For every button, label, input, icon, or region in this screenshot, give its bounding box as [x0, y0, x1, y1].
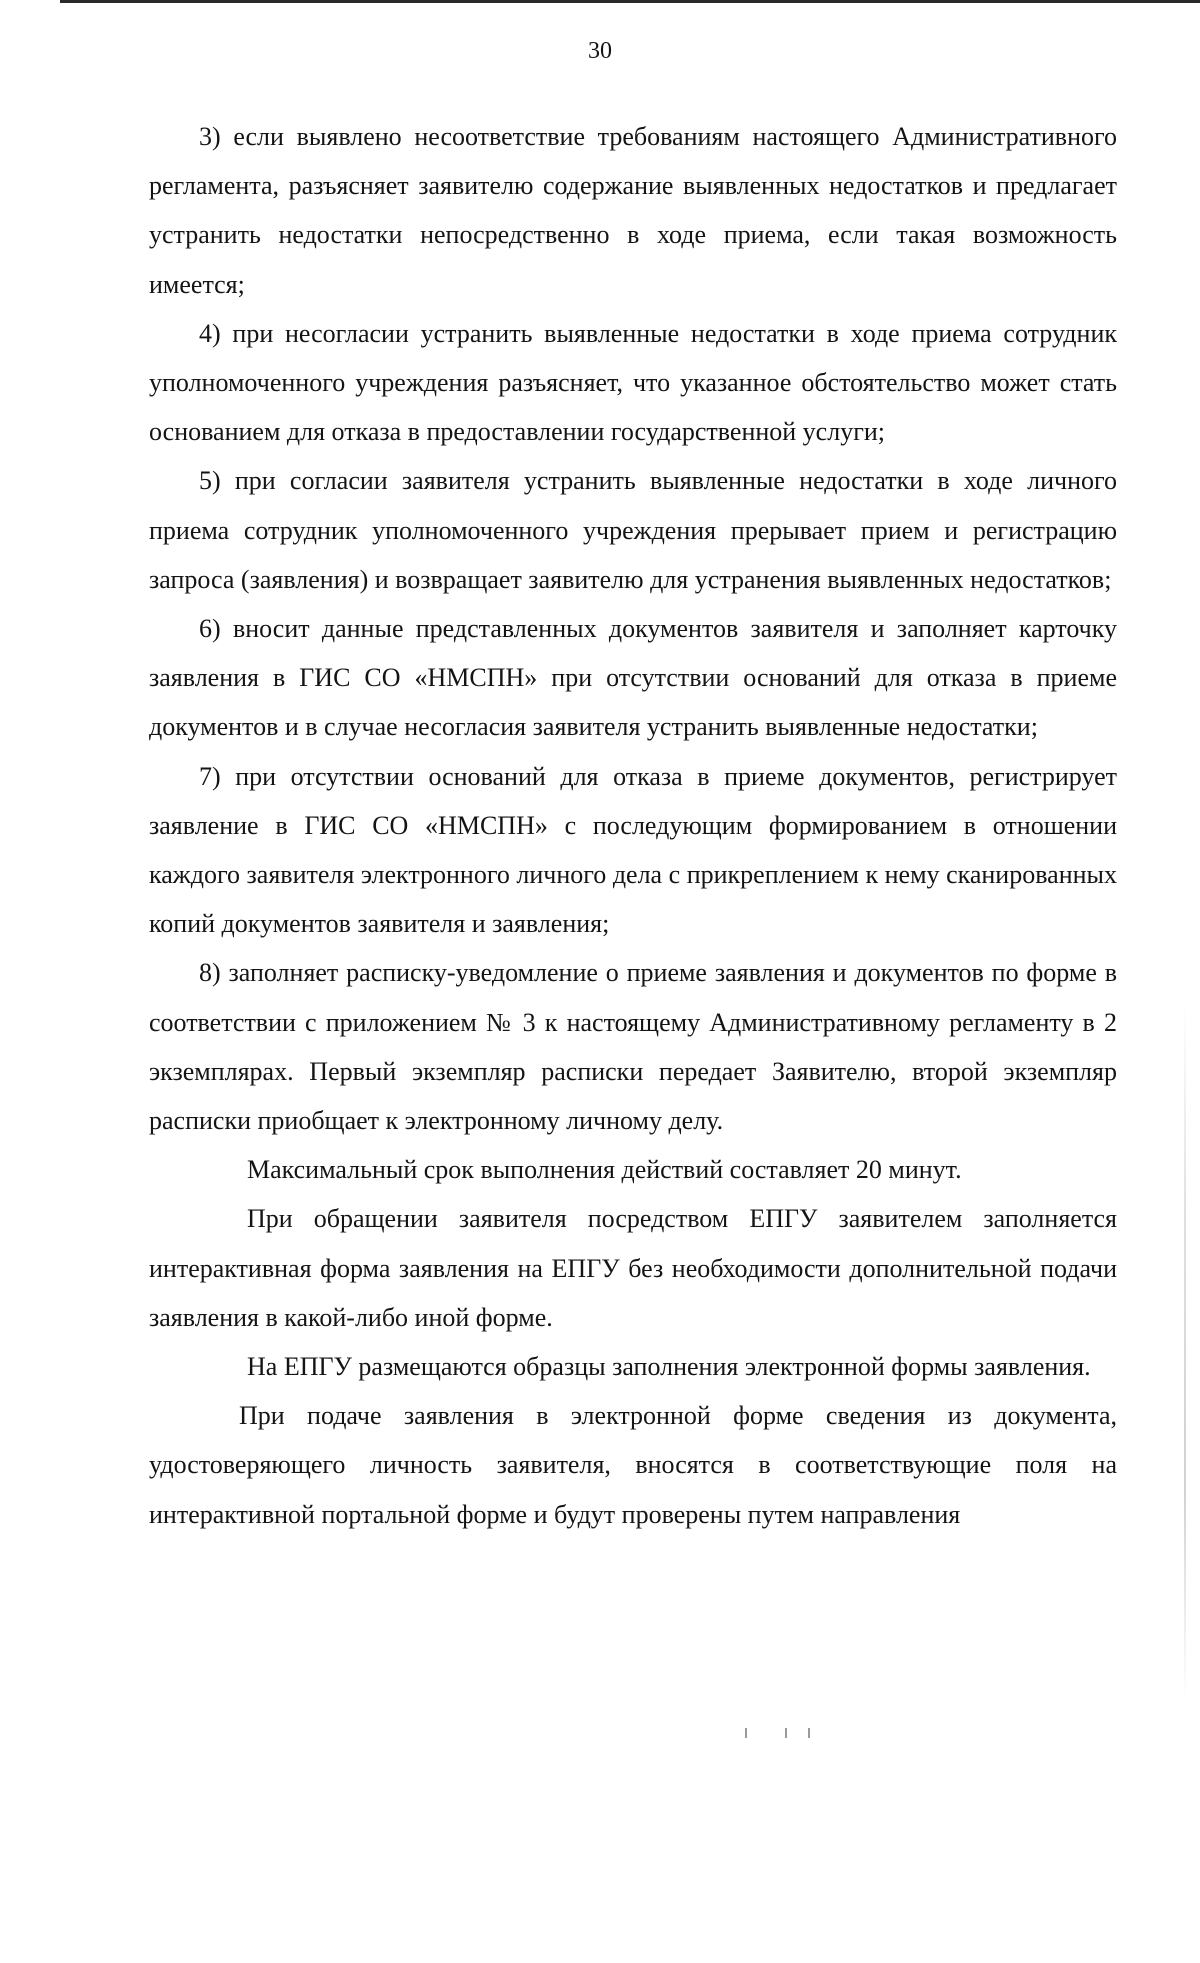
- scan-right-edge: [1184, 1000, 1186, 1700]
- paragraph-epgu-samples: На ЕПГУ размещаются образцы заполнения электронной формы заявления.: [247, 1352, 1091, 1382]
- scan-speck: [745, 1728, 747, 1738]
- paragraph-item-3: 3) если выявлено несоответствие требованиям настоящего Административного регламента, разъясняет заявителю содержание выявленных недостатков и предлагает устранить недостатки непосредственно в ходе приема, если такая возможность имеется;: [149, 122, 1117, 299]
- paragraph-item-6: 6) вносит данные представленных документов заявителя и заполняет карточку заявления в ГИС СО «НМСПН» при отсутствии оснований для отказа в приеме документов и в случае несогласия заявителя устранить выявленные недостатки;: [149, 614, 1117, 742]
- paragraph-item-7: 7) при отсутствии оснований для отказа в приеме документов, регистрирует заявление в ГИС СО «НМСПН» с последующим формированием в отношении каждого заявителя электронного личного дела с прикреплением к нему сканированных копий документов заявителя и заявления;: [149, 761, 1117, 939]
- scan-speck: [785, 1728, 787, 1738]
- paragraph-epgu-form: При обращении заявителя посредством ЕПГУ заявителем заполняется интерактивная форма заявления на ЕПГУ без необходимости дополнительной подачи заявления в какой-либо иной форме.: [149, 1204, 1117, 1332]
- page-number: 30: [588, 38, 612, 64]
- scan-top-edge: [60, 0, 1200, 3]
- paragraph-item-5: 5) при согласии заявителя устранить выявленные недостатки в ходе личного приема сотрудник уполномоченного учреждения прерывает прием и регистрацию запроса (заявления) и возвращает заявителю для устранения выявленных недостатков;: [149, 466, 1117, 594]
- document-body: [149, 112, 1117, 1539]
- paragraph-max-time: Максимальный срок выполнения действий составляет 20 минут.: [247, 1155, 962, 1185]
- paragraph-electronic-submission: При подаче заявления в электронной форме сведения из документа, удостоверяющего личность заявителя, вносятся в соответствующие поля на интерактивной портальной форме и будут проверены путем направления: [149, 1401, 1117, 1529]
- scan-speck: [808, 1728, 810, 1738]
- paragraph-item-8: 8) заполняет расписку-уведомление о приеме заявления и документов по форме в соответствии с приложением № 3 к настоящему Административному регламенту в 2 экземплярах. Первый экземпляр расписки передает Заявителю, второй экземпляр расписки приобщает к электронному личному делу.: [149, 958, 1117, 1136]
- scan-artifacts: [0, 1728, 1200, 1740]
- paragraph-item-4: 4) при несогласии устранить выявленные недостатки в ходе приема сотрудник уполномоченного учреждения разъясняет, что указанное обстоятельство может стать основанием для отказа в предоставлении государственной услуги;: [149, 318, 1117, 447]
